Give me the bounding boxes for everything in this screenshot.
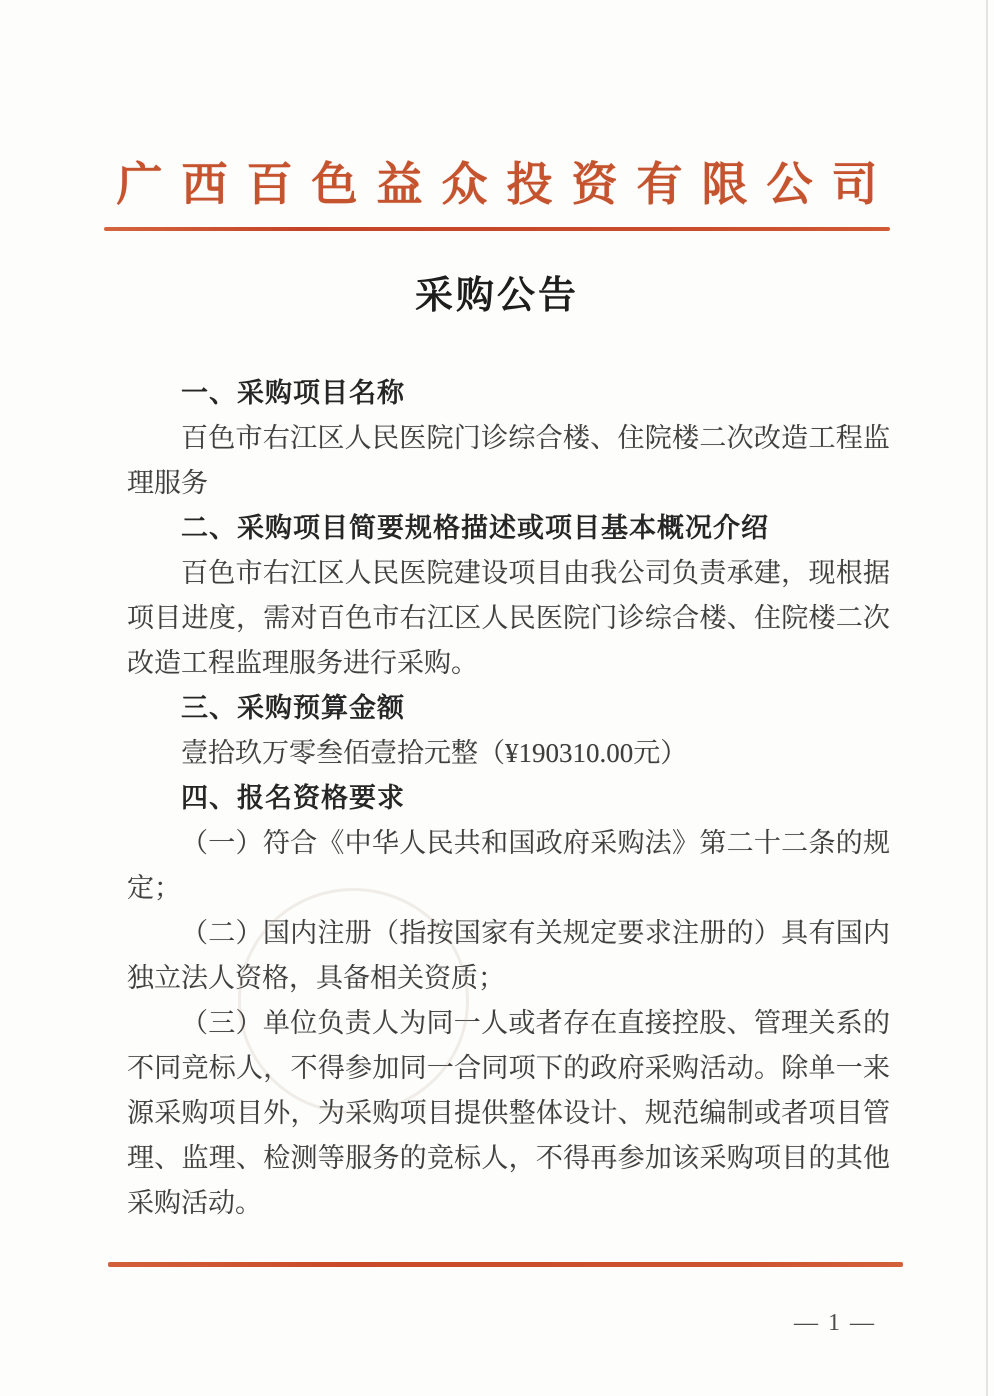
company-name: 广西百色益众投资有限公司 <box>116 159 897 210</box>
scan-edge-line <box>986 0 988 1396</box>
footer-rule <box>108 1262 903 1267</box>
paragraph-qualification-1: （一）符合《中华人民共和国政府采购法》第二十二条的规定； <box>127 828 890 903</box>
section-heading-project-name: 一、采购项目名称 <box>181 378 405 408</box>
section-heading-project-description: 二、采购项目简要规格描述或项目基本概况介绍 <box>181 513 769 543</box>
paragraph-project-description: 百色市右江区人民医院建设项目由我公司负责承建，现根据项目进度，需对百色市右江区人民医院门诊综合楼、住院楼二次改造工程监理服务进行采购。 <box>127 558 890 678</box>
paragraph-qualification-3: （三）单位负责人为同一人或者存在直接控股、管理关系的不同竞标人，不得参加同一合同项下的政府采购活动。除单一来源采购项目外，为采购项目提供整体设计、规范编制或者项目管理、监理、检测等服务的竞标人，不得再参加该采购项目的其他采购活动。 <box>127 1008 890 1218</box>
paragraph-qualification-2: （二）国内注册（指按国家有关规定要求注册的）具有国内独立法人资格，具备相关资质； <box>127 918 890 993</box>
section-heading-budget: 三、采购预算金额 <box>181 693 405 723</box>
section-heading-qualification: 四、报名资格要求 <box>181 783 405 813</box>
page-number: — 1 — <box>794 1310 876 1336</box>
document-body <box>127 371 890 1226</box>
paragraph-project-name: 百色市右江区人民医院门诊综合楼、住院楼二次改造工程监理服务 <box>127 423 890 498</box>
paragraph-budget-amount: 壹拾玖万零叁佰壹拾元整（¥190310.00元） <box>181 738 688 768</box>
document-header <box>0 0 994 319</box>
document-title: 采购公告 <box>414 275 579 317</box>
header-rule <box>104 227 890 231</box>
